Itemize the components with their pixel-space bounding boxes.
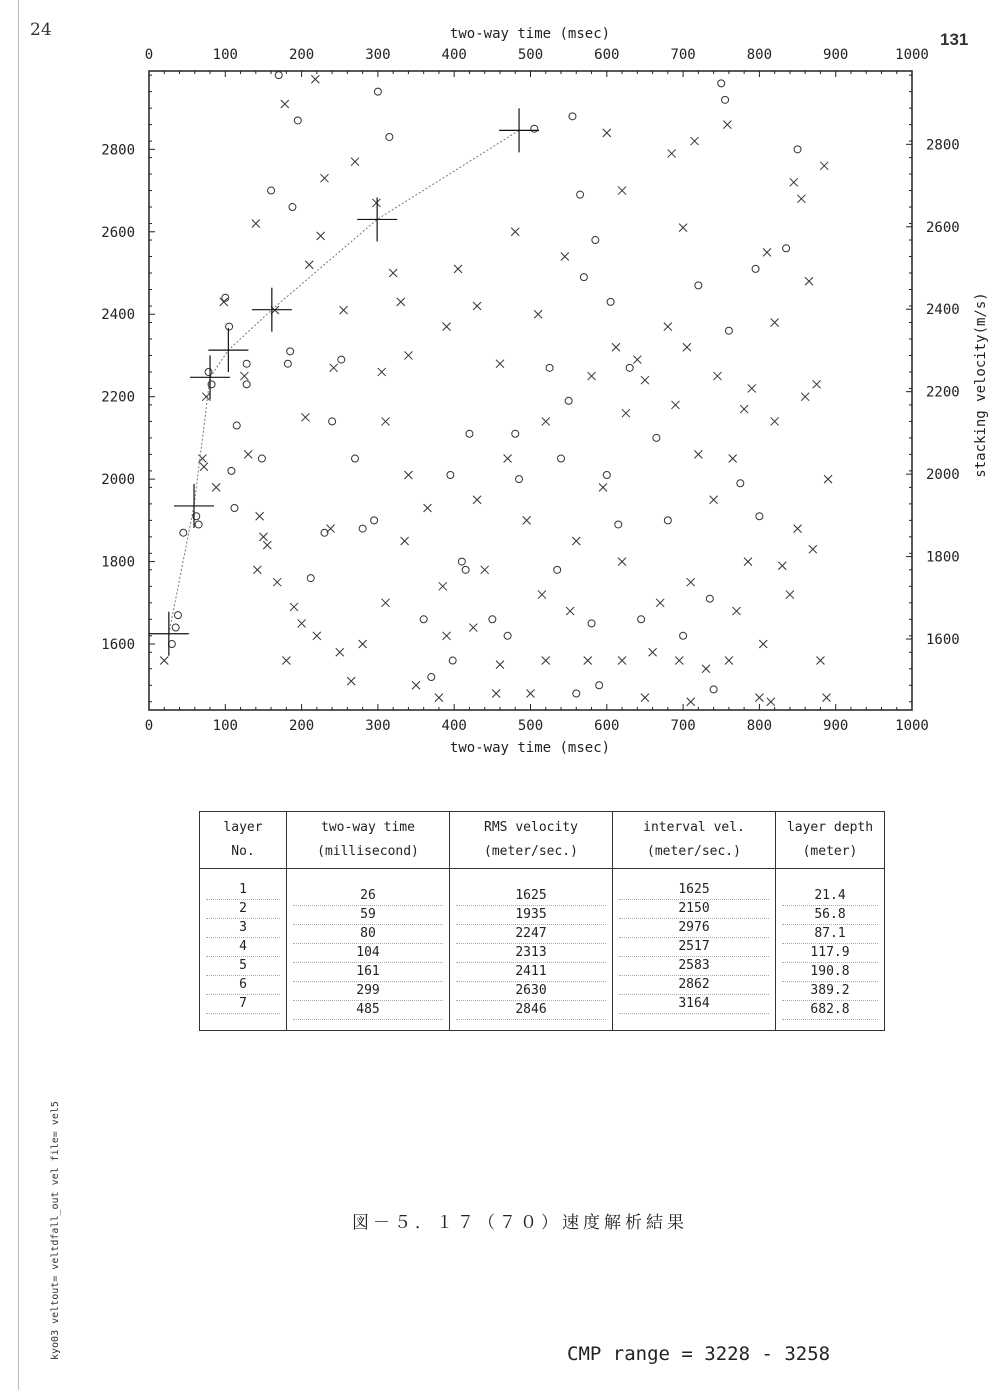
x-tick-label-top: 500 (517, 47, 544, 63)
point-cross (767, 698, 775, 706)
point-cross (633, 356, 641, 364)
x-tick-label-bottom: 0 (144, 718, 154, 734)
point-cross (778, 562, 786, 570)
point-cross (801, 393, 809, 401)
two-way-time-cell: 485 (293, 1001, 443, 1020)
point-circle (558, 455, 565, 462)
pick-marker (499, 108, 539, 152)
pick-marker (208, 328, 248, 372)
layer-no-cell: 6 (206, 976, 280, 995)
rms-velocity-cell: 2247 (456, 925, 606, 944)
point-cross (404, 471, 412, 479)
point-circle (695, 282, 702, 289)
x-axis-label-top: two-way time (msec) (449, 26, 611, 42)
point-cross (313, 632, 321, 640)
point-circle (794, 146, 801, 153)
point-cross (534, 310, 542, 318)
point-cross (740, 405, 748, 413)
point-circle (307, 575, 314, 582)
point-circle (231, 504, 238, 511)
point-circle (205, 368, 212, 375)
point-circle (504, 632, 511, 639)
layer-depth-cell: 21.4 (782, 887, 878, 906)
point-cross (202, 393, 210, 401)
point-cross (702, 665, 710, 673)
point-cross (523, 516, 531, 524)
y-tick-label-right: 2000 (926, 467, 960, 484)
point-cross (492, 690, 500, 698)
two-way-time-cell: 299 (293, 982, 443, 1001)
point-cross (794, 525, 802, 533)
point-cross (823, 694, 831, 702)
point-cross (561, 253, 569, 261)
point-circle (386, 133, 393, 140)
point-cross (496, 360, 504, 368)
point-cross (542, 657, 550, 665)
point-cross (382, 417, 390, 425)
point-cross (527, 690, 535, 698)
point-circle (275, 72, 282, 79)
point-circle (531, 125, 538, 132)
point-circle (228, 467, 235, 474)
point-cross (340, 306, 348, 314)
x-tick-label-bottom: 700 (670, 718, 696, 734)
x-tick-label-bottom: 800 (746, 718, 773, 734)
x-tick-label-top: 900 (823, 47, 849, 63)
point-cross (469, 624, 477, 632)
point-circle (180, 529, 187, 536)
rms-velocity-cell: 1625 (456, 887, 606, 906)
point-cross (612, 343, 620, 351)
point-cross (668, 149, 676, 157)
point-cross (504, 455, 512, 463)
point-circle (725, 327, 732, 334)
point-cross (664, 323, 672, 331)
point-cross (389, 269, 397, 277)
x-tick-label-bottom: 1000 (895, 718, 929, 734)
layer-no-cell: 7 (206, 995, 280, 1014)
two-way-time-cell: 161 (293, 963, 443, 982)
point-circle (287, 348, 294, 355)
point-cross (200, 463, 208, 471)
point-cross (320, 174, 328, 182)
two-way-time-cell: 26 (293, 887, 443, 906)
y-tick-label-left: 2800 (101, 142, 135, 159)
point-cross (618, 187, 626, 195)
layer-depth-cell: 117.9 (782, 944, 878, 963)
y-tick-label-left: 1800 (101, 554, 135, 571)
point-circle (268, 187, 275, 194)
point-cross (656, 599, 664, 607)
point-cross (771, 417, 779, 425)
x-tick-label-top: 300 (365, 47, 391, 63)
layer-depth-cell: 87.1 (782, 925, 878, 944)
layer-table (199, 811, 885, 1031)
pick-marker (149, 612, 189, 656)
rms-velocity-cell: 2630 (456, 982, 606, 1001)
point-circle (489, 616, 496, 623)
point-cross (759, 640, 767, 648)
point-circle (284, 360, 291, 367)
page-number-left: 24 (30, 20, 52, 40)
point-cross (404, 351, 412, 359)
pick-marker (252, 288, 292, 332)
x-tick-label-top: 700 (670, 47, 696, 63)
point-circle (580, 274, 587, 281)
header-layer-depth: layer depth (meter) (776, 812, 885, 869)
point-cross (572, 537, 580, 545)
y-axis-label-right: stacking velocity(m/s) (973, 292, 989, 478)
point-cross (679, 224, 687, 232)
x-tick-label-bottom: 100 (212, 718, 238, 734)
header-rms-velocity: RMS velocity (meter/sec.) (450, 812, 613, 869)
pick-marker (357, 197, 397, 241)
y-tick-label-right: 2400 (926, 302, 960, 319)
interval-vel-cell: 1625 (619, 881, 769, 900)
x-tick-label-bottom: 500 (517, 718, 544, 734)
y-tick-label-left: 2400 (101, 307, 135, 324)
point-circle (588, 620, 595, 627)
point-circle (565, 397, 572, 404)
layer-no-cell: 3 (206, 919, 280, 938)
x-tick-label-bottom: 200 (288, 718, 315, 734)
point-circle (756, 513, 763, 520)
point-cross (723, 121, 731, 129)
interval-vel-cell: 2583 (619, 957, 769, 976)
point-cross (691, 137, 699, 145)
point-cross (359, 640, 367, 648)
point-cross (212, 483, 220, 491)
point-cross (372, 199, 380, 207)
point-cross (298, 619, 306, 627)
point-cross (824, 475, 832, 483)
point-cross (805, 277, 813, 285)
point-circle (428, 674, 435, 681)
two-way-time-cell: 104 (293, 944, 443, 963)
point-circle (573, 690, 580, 697)
point-circle (420, 616, 427, 623)
point-cross (290, 603, 298, 611)
interval-vel-cell: 2517 (619, 938, 769, 957)
interval-vel-column (619, 879, 769, 1014)
point-circle (226, 323, 233, 330)
point-cross (755, 694, 763, 702)
point-cross (317, 232, 325, 240)
point-cross (220, 298, 228, 306)
point-circle (195, 521, 202, 528)
point-circle (516, 476, 523, 483)
point-circle (462, 566, 469, 573)
axis-ticks (101, 47, 959, 734)
y-tick-label-left: 2000 (101, 472, 135, 489)
point-circle (638, 616, 645, 623)
point-circle (449, 657, 456, 664)
pick-marker (174, 484, 214, 528)
point-cross (584, 657, 592, 665)
layer-depth-cell: 682.8 (782, 1001, 878, 1020)
point-circle (603, 472, 610, 479)
header-interval-vel: interval vel. (meter/sec.) (613, 812, 776, 869)
point-circle (374, 88, 381, 95)
point-cross (641, 376, 649, 384)
point-cross (301, 413, 309, 421)
y-tick-label-right: 2800 (926, 137, 960, 154)
point-circle (352, 455, 359, 462)
point-cross (744, 558, 752, 566)
point-cross (683, 343, 691, 351)
rms-velocity-cell: 2411 (456, 963, 606, 982)
point-circle (458, 558, 465, 565)
point-circle (546, 364, 553, 371)
header-layer-no: layer No. (200, 812, 287, 869)
point-cross (588, 372, 596, 380)
point-cross (252, 220, 260, 228)
point-circle (680, 632, 687, 639)
header-two-way-time: two-way time (millisecond) (287, 812, 450, 869)
y-tick-label-right: 2200 (926, 384, 960, 401)
point-cross (710, 496, 718, 504)
point-cross (813, 380, 821, 388)
point-cross (622, 409, 630, 417)
point-cross (397, 298, 405, 306)
point-circle (710, 686, 717, 693)
point-circle (294, 117, 301, 124)
two-way-time-cell: 59 (293, 906, 443, 925)
plot-area-frame (149, 71, 912, 710)
x-tick-label-top: 100 (212, 47, 238, 63)
point-circle (168, 641, 175, 648)
point-circle (653, 434, 660, 441)
point-circle (569, 113, 576, 120)
point-cross (496, 661, 504, 669)
point-cross (382, 599, 390, 607)
y-tick-label-right: 2600 (926, 219, 960, 236)
layer-depth-column (782, 887, 878, 1020)
point-cross (259, 533, 267, 541)
x-tick-label-bottom: 400 (441, 718, 467, 734)
x-tick-label-top: 600 (594, 47, 620, 63)
interval-vel-cell: 3164 (619, 995, 769, 1014)
point-circle (596, 682, 603, 689)
figure-caption: 図－５．１７（７０）速度解析結果 (352, 1213, 688, 1233)
point-cross (454, 265, 462, 273)
point-cross (511, 228, 519, 236)
point-circle (592, 237, 599, 244)
point-cross (671, 401, 679, 409)
point-circle (664, 517, 671, 524)
point-circle (626, 364, 633, 371)
layer-depth-cell: 56.8 (782, 906, 878, 925)
y-tick-label-right: 1600 (926, 632, 960, 649)
point-cross (599, 483, 607, 491)
point-circle (243, 360, 250, 367)
point-cross (733, 607, 741, 615)
point-circle (554, 566, 561, 573)
x-tick-label-bottom: 300 (365, 718, 391, 734)
layer-no-cell: 2 (206, 900, 280, 919)
x-tick-label-top: 400 (441, 47, 467, 63)
point-cross (641, 694, 649, 702)
point-cross (423, 504, 431, 512)
point-cross (330, 364, 338, 372)
point-circle (338, 356, 345, 363)
interval-vel-cell: 2862 (619, 976, 769, 995)
x-tick-label-top: 1000 (895, 47, 929, 63)
x-tick-label-bottom: 900 (823, 718, 849, 734)
point-cross (649, 648, 657, 656)
layer-depth-cell: 190.8 (782, 963, 878, 982)
point-circle (329, 418, 336, 425)
point-cross (378, 368, 386, 376)
point-circle (359, 525, 366, 532)
point-cross (439, 582, 447, 590)
point-cross (797, 195, 805, 203)
y-tick-label-left: 1600 (101, 637, 135, 654)
point-cross (473, 302, 481, 310)
two-way-time-cell: 80 (293, 925, 443, 944)
layer-no-cell: 5 (206, 957, 280, 976)
point-cross (713, 372, 721, 380)
point-cross (694, 450, 702, 458)
point-circle (289, 204, 296, 211)
point-cross (725, 657, 733, 665)
point-circle (722, 96, 729, 103)
point-cross (256, 512, 264, 520)
point-cross (305, 261, 313, 269)
point-cross (311, 75, 319, 83)
point-cross (473, 496, 481, 504)
point-cross (603, 129, 611, 137)
point-circle (752, 265, 759, 272)
rms-velocity-cell: 1935 (456, 906, 606, 925)
point-cross (435, 694, 443, 702)
layer-depth-cell: 389.2 (782, 982, 878, 1001)
two-way-time-column (293, 887, 443, 1020)
point-cross (820, 162, 828, 170)
point-cross (809, 545, 817, 553)
point-cross (253, 566, 261, 574)
semblance-points (160, 72, 832, 706)
point-cross (687, 578, 695, 586)
layer-no-cell: 4 (206, 938, 280, 957)
point-circle (737, 480, 744, 487)
point-cross (282, 657, 290, 665)
point-cross (675, 657, 683, 665)
point-cross (273, 578, 281, 586)
point-circle (512, 430, 519, 437)
point-circle (243, 381, 250, 388)
x-tick-label-top: 200 (288, 47, 315, 63)
point-circle (607, 298, 614, 305)
interval-vel-cell: 2976 (619, 919, 769, 938)
x-axis-label-bottom: two-way time (msec) (449, 740, 611, 756)
point-cross (412, 681, 420, 689)
point-cross (281, 100, 289, 108)
point-circle (258, 455, 265, 462)
point-cross (566, 607, 574, 615)
point-cross (263, 541, 271, 549)
side-note: kyo03 veltout= veltdfall_out vel file= vel5 (50, 1101, 61, 1360)
page-number-right: 131 (940, 30, 969, 49)
point-circle (577, 191, 584, 198)
point-cross (816, 657, 824, 665)
point-cross (618, 558, 626, 566)
point-circle (371, 517, 378, 524)
interval-vel-cell: 2150 (619, 900, 769, 919)
layer-no-cell: 1 (206, 881, 280, 900)
point-cross (327, 525, 335, 533)
cmp-range: CMP range = 3228 - 3258 (567, 1343, 831, 1365)
point-cross (542, 417, 550, 425)
point-circle (447, 472, 454, 479)
point-circle (615, 521, 622, 528)
point-circle (718, 80, 725, 87)
pick-marker (190, 355, 230, 399)
point-cross (748, 384, 756, 392)
point-cross (790, 178, 798, 186)
x-tick-label-bottom: 600 (594, 718, 620, 734)
point-circle (466, 430, 473, 437)
point-cross (729, 455, 737, 463)
point-circle (783, 245, 790, 252)
rms-velocity-cell: 2313 (456, 944, 606, 963)
x-tick-label-top: 0 (144, 47, 154, 63)
point-cross (401, 537, 409, 545)
point-cross (336, 648, 344, 656)
layer-no-column (206, 879, 280, 1014)
point-circle (233, 422, 240, 429)
y-tick-label-right: 1800 (926, 549, 960, 566)
point-cross (443, 632, 451, 640)
point-cross (771, 318, 779, 326)
point-cross (786, 591, 794, 599)
point-cross (618, 657, 626, 665)
point-cross (347, 677, 355, 685)
point-cross (763, 248, 771, 256)
point-cross (244, 450, 252, 458)
point-cross (240, 372, 248, 380)
point-cross (160, 657, 168, 665)
point-cross (481, 566, 489, 574)
point-cross (687, 698, 695, 706)
point-circle (706, 595, 713, 602)
rms-velocity-column (456, 887, 606, 1020)
y-tick-label-left: 2200 (101, 389, 135, 406)
y-tick-label-left: 2600 (101, 224, 135, 241)
point-circle (174, 612, 181, 619)
pick-trend-line (169, 130, 519, 633)
point-cross (443, 323, 451, 331)
x-tick-label-top: 800 (746, 47, 773, 63)
point-cross (538, 591, 546, 599)
rms-velocity-cell: 2846 (456, 1001, 606, 1020)
point-cross (351, 158, 359, 166)
point-circle (172, 624, 179, 631)
